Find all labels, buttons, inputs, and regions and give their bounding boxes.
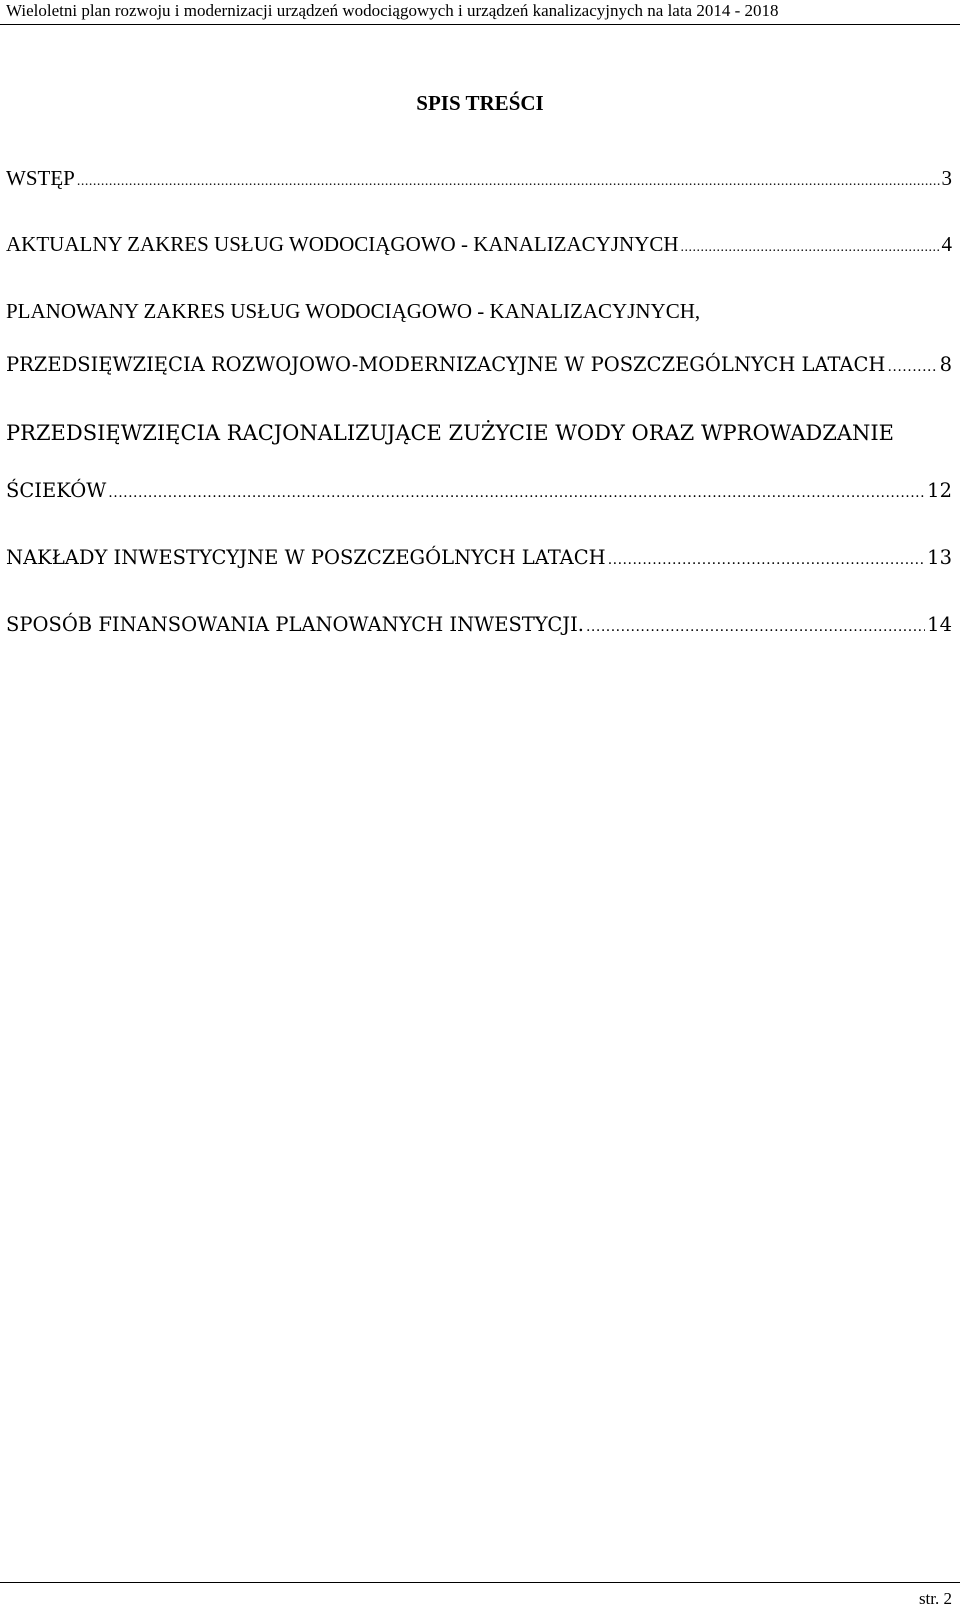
toc-leader-dots: [887, 354, 937, 380]
toc-entry-page: 4: [941, 232, 952, 256]
page-footer: [0, 1582, 960, 1609]
toc-entry-przedsiewziecia-rozwojowe[interactable]: [6, 352, 952, 380]
toc-entry-wstep[interactable]: [6, 165, 952, 195]
toc-leader-dots: [108, 480, 925, 506]
toc-entry-planowany-line1[interactable]: PLANOWANY ZAKRES USŁUG WODOCIĄGOWO - KANALIZACYJNYCH,: [6, 299, 701, 323]
toc-title: SPIS TREŚCI: [416, 91, 544, 115]
toc-entry-naklady-inwestycyjne[interactable]: [6, 545, 952, 573]
toc-entry-text: AKTUALNY ZAKRES USŁUG WODOCIĄGOWO - KANALIZACYJNYCH: [6, 232, 679, 256]
toc-entry-page: 12: [927, 479, 952, 502]
toc-entry-page: 14: [927, 613, 952, 636]
toc-entry-sciekow[interactable]: [6, 478, 952, 506]
toc-leader-dots: [608, 547, 925, 573]
page-number: str. 2: [918, 1589, 952, 1608]
toc-leader-dots: [681, 235, 940, 261]
toc-entry-racjonalizujace-line1[interactable]: PRZEDSIĘWZIĘCIA RACJONALIZUJĄCE ZUŻYCIE WODY ORAZ WPROWADZANIE: [6, 421, 894, 445]
toc-entry-aktualny-zakres[interactable]: [6, 231, 952, 261]
toc-entry-page: 13: [927, 546, 952, 569]
toc-leader-dots: [77, 169, 940, 195]
toc-entry-page: 8: [939, 353, 952, 376]
toc-entry-page: 3: [941, 166, 952, 190]
toc-entry-sposob-finansowania[interactable]: [6, 612, 952, 640]
toc-entry-text: PRZEDSIĘWZIĘCIA ROZWOJOWO-MODERNIZACYJNE W POSZCZEGÓLNYCH LATACH: [6, 353, 886, 376]
toc-leader-dots: [586, 614, 925, 640]
toc-entry-text: ŚCIEKÓW: [6, 479, 107, 502]
toc-entry-text: WSTĘP: [6, 166, 75, 190]
page-header: [0, 0, 960, 25]
toc-entry-text: SPOSÓB FINANSOWANIA PLANOWANYCH INWESTYCJI.: [6, 613, 584, 636]
header-title: Wieloletni plan rozwoju i modernizacji urządzeń wodociągowych i urządzeń kanalizacyjnych na lata 2014 - 2018: [6, 1, 779, 20]
toc-entry-text: NAKŁADY INWESTYCYJNE W POSZCZEGÓLNYCH LATACH: [6, 546, 606, 569]
